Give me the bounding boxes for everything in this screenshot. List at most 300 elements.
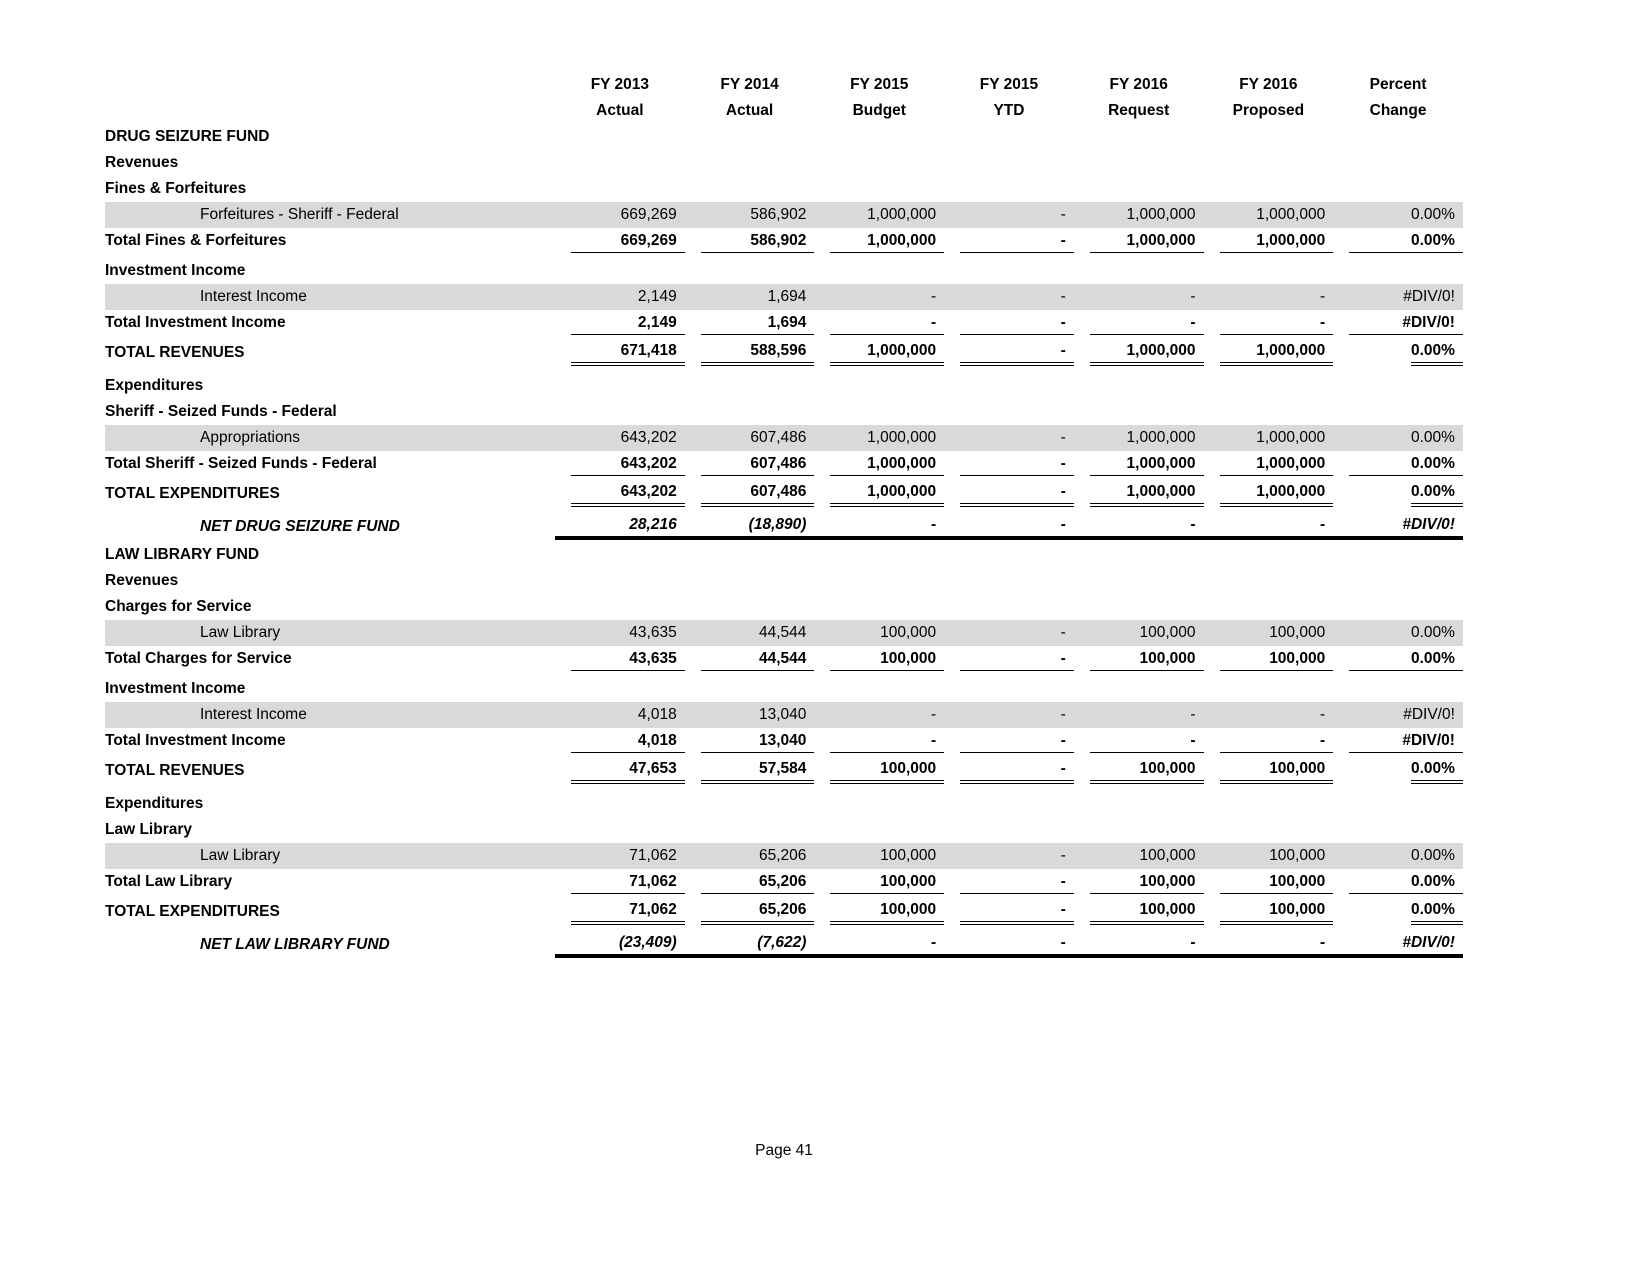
cell-value: 0.00% (1410, 206, 1455, 223)
cell-value: - (960, 730, 1074, 753)
row-label: TOTAL EXPENDITURES (105, 903, 280, 920)
table-row (105, 568, 1463, 594)
table-cell (685, 702, 815, 728)
row-label: Revenues (105, 572, 179, 589)
table-cell (814, 702, 944, 728)
table-cell (1333, 899, 1463, 925)
cell-value: 0.00% (1349, 230, 1463, 253)
table-cell (685, 594, 815, 620)
table-row (105, 817, 1463, 843)
cell-value: 100,000 (1090, 899, 1204, 925)
table-cell (1333, 728, 1463, 754)
cell-value: 0.00% (1349, 453, 1463, 476)
cell-value: 1,000,000 (1220, 340, 1334, 366)
table-cell (555, 310, 685, 336)
table-cell (814, 869, 944, 895)
cell-value: 1,000,000 (1220, 453, 1334, 476)
table-cell (1204, 843, 1334, 869)
cell-value: 2,149 (571, 312, 685, 335)
table-cell (1333, 932, 1463, 958)
table-cell (1333, 373, 1463, 399)
cell-value: - (960, 648, 1074, 671)
cell-value: 669,269 (571, 230, 685, 253)
table-cell (1074, 451, 1204, 477)
column-header-row-2 (105, 98, 1463, 124)
cell-value: 1,000,000 (830, 481, 944, 507)
table-cell (944, 373, 1074, 399)
row-label: Expenditures (105, 377, 204, 394)
table-cell (1204, 791, 1334, 817)
table-cell (555, 481, 685, 507)
cell-value: 100,000 (1220, 758, 1334, 784)
table-cell (1074, 843, 1204, 869)
table-cell (1333, 150, 1463, 176)
table-cell (1204, 758, 1334, 784)
table-row (105, 425, 1463, 451)
table-cell (1204, 646, 1334, 672)
table-cell (1204, 481, 1334, 507)
cell-value: 44,544 (701, 648, 815, 671)
table-cell (555, 514, 685, 540)
row-label: TOTAL REVENUES (105, 762, 245, 779)
cell-value: 1,694 (767, 288, 807, 305)
table-cell (1074, 150, 1204, 176)
row-label: Revenues (105, 154, 179, 171)
table-cell (1333, 542, 1463, 568)
table-cell (555, 425, 685, 451)
cell-value: 0.00% (1410, 624, 1455, 641)
cell-value: #DIV/0! (1403, 706, 1455, 723)
table-cell (1333, 843, 1463, 869)
table-cell (555, 202, 685, 228)
cell-value: 43,635 (571, 648, 685, 671)
table-cell (814, 150, 944, 176)
cell-value: 1,000,000 (830, 230, 944, 253)
cell-value: 100,000 (1220, 899, 1334, 925)
table-cell (685, 284, 815, 310)
cell-value: 643,202 (571, 453, 685, 476)
table-cell (1074, 758, 1204, 784)
cell-value: - (930, 934, 937, 951)
table-cell (685, 258, 815, 284)
table-cell (1333, 594, 1463, 620)
cell-value: 1,000,000 (1090, 340, 1204, 366)
cell-value: 1,000,000 (830, 453, 944, 476)
table-cell (1333, 514, 1463, 540)
table-cell (555, 228, 685, 254)
table-cell (685, 676, 815, 702)
table-cell (555, 676, 685, 702)
cell-value: - (1190, 516, 1196, 533)
cell-value: #DIV/0! (1402, 934, 1455, 951)
cell-value: - (1220, 312, 1334, 335)
table-cell (1333, 425, 1463, 451)
table-cell (1074, 568, 1204, 594)
table-cell (1074, 124, 1204, 150)
row-label: Fines & Forfeitures (105, 180, 247, 197)
cell-value: 0.00% (1411, 481, 1463, 507)
cell-value: 100,000 (830, 758, 944, 784)
table-row (105, 899, 1463, 925)
row-label: NET LAW LIBRARY FUND (200, 936, 390, 953)
cell-value: 1,000,000 (1090, 453, 1204, 476)
table-cell (814, 481, 944, 507)
cell-value: - (1060, 516, 1066, 533)
row-label: Total Charges for Service (105, 650, 292, 667)
cell-value: 0.00% (1349, 871, 1463, 894)
table-cell (1074, 594, 1204, 620)
cell-value: #DIV/0! (1349, 312, 1463, 335)
table-row (105, 481, 1463, 507)
table-cell (685, 310, 815, 336)
cell-value: 1,000,000 (1126, 429, 1196, 446)
table-cell (555, 702, 685, 728)
table-cell (814, 451, 944, 477)
cell-value: #DIV/0! (1403, 288, 1455, 305)
table-cell (555, 843, 685, 869)
table-cell (685, 228, 815, 254)
table-cell (944, 646, 1074, 672)
table-cell (1204, 817, 1334, 843)
table-cell (1074, 481, 1204, 507)
cell-value: - (1190, 934, 1196, 951)
table-cell (814, 899, 944, 925)
table-cell (1333, 702, 1463, 728)
table-cell (814, 514, 944, 540)
table-cell (1333, 676, 1463, 702)
table-row (105, 310, 1463, 336)
row-label: Law Library (200, 624, 281, 641)
table-cell (944, 284, 1074, 310)
table-cell (555, 150, 685, 176)
cell-value: 100,000 (1269, 847, 1326, 864)
table-cell (1074, 728, 1204, 754)
cell-value: 13,040 (758, 706, 807, 723)
cell-value: 1,694 (701, 312, 815, 335)
cell-value: - (960, 481, 1074, 507)
row-label: Total Investment Income (105, 314, 286, 331)
table-cell (1333, 399, 1463, 425)
cell-value: - (960, 312, 1074, 335)
table-row (105, 150, 1463, 176)
cell-value: 100,000 (1220, 648, 1334, 671)
cell-value: - (830, 730, 944, 753)
table-cell (944, 425, 1074, 451)
row-label: Forfeitures - Sheriff - Federal (200, 206, 399, 223)
cell-value: 671,418 (571, 340, 685, 366)
table-cell (814, 676, 944, 702)
cell-value: 1,000,000 (1090, 481, 1204, 507)
table-cell (685, 481, 815, 507)
cell-value: 4,018 (571, 730, 685, 753)
table-cell (1074, 228, 1204, 254)
table-row (105, 258, 1463, 284)
table-cell (1333, 176, 1463, 202)
table-cell (1204, 728, 1334, 754)
table-row (105, 869, 1463, 895)
table-cell (944, 228, 1074, 254)
table-cell (1333, 869, 1463, 895)
cell-value: 100,000 (1090, 758, 1204, 784)
cell-value: - (960, 453, 1074, 476)
table-cell (555, 817, 685, 843)
table-cell (814, 843, 944, 869)
table-cell (814, 620, 944, 646)
table-row (105, 728, 1463, 754)
table-cell (944, 620, 1074, 646)
table-cell (1074, 425, 1204, 451)
table-cell (1333, 258, 1463, 284)
cell-value: - (830, 312, 944, 335)
table-cell (1333, 340, 1463, 366)
table-cell (1074, 310, 1204, 336)
cell-value: (7,622) (757, 934, 807, 951)
column-header: YTD (993, 102, 1025, 119)
cell-value: 65,206 (701, 871, 815, 894)
table-cell (814, 340, 944, 366)
cell-value: - (1060, 934, 1066, 951)
table-cell (944, 932, 1074, 958)
table-cell (1333, 646, 1463, 672)
table-cell (944, 817, 1074, 843)
table-row (105, 843, 1463, 869)
table-row (105, 514, 1463, 540)
cell-value: 1,000,000 (867, 429, 937, 446)
column-header: FY 2016 (1239, 76, 1298, 93)
table-cell (1204, 284, 1334, 310)
cell-value: 71,062 (571, 871, 685, 894)
cell-value: - (1320, 288, 1326, 305)
cell-value: 1,000,000 (1126, 206, 1196, 223)
table-row (105, 646, 1463, 672)
table-cell (685, 514, 815, 540)
table-cell (1204, 124, 1334, 150)
table-cell (1204, 202, 1334, 228)
table-cell (685, 817, 815, 843)
table-cell (1074, 373, 1204, 399)
cell-value: - (1060, 847, 1066, 864)
table-cell (685, 791, 815, 817)
cell-value: 47,653 (571, 758, 685, 784)
table-cell (944, 899, 1074, 925)
table-cell (944, 399, 1074, 425)
table-cell (814, 176, 944, 202)
cell-value: - (1060, 624, 1066, 641)
table-cell (1333, 620, 1463, 646)
cell-value: 0.00% (1411, 758, 1463, 784)
table-cell (1204, 399, 1334, 425)
cell-value: 588,596 (701, 340, 815, 366)
table-cell (1333, 568, 1463, 594)
cell-value: 100,000 (880, 847, 937, 864)
table-cell (685, 899, 815, 925)
table-row (105, 228, 1463, 254)
column-header: FY 2015 (850, 76, 909, 93)
cell-value: 0.00% (1349, 648, 1463, 671)
table-cell (685, 758, 815, 784)
table-cell (685, 425, 815, 451)
cell-value: 28,216 (629, 516, 677, 533)
header-spacer (105, 98, 555, 124)
table-cell (814, 258, 944, 284)
cell-value: 44,544 (758, 624, 807, 641)
table-cell (685, 340, 815, 366)
table-cell (944, 258, 1074, 284)
table-row (105, 340, 1463, 366)
cell-value: #DIV/0! (1349, 730, 1463, 753)
cell-value: 57,584 (701, 758, 815, 784)
column-header: Budget (852, 102, 906, 119)
cell-value: 643,202 (620, 429, 677, 446)
cell-value: 100,000 (830, 899, 944, 925)
cell-value: 100,000 (1139, 624, 1196, 641)
table-cell (1074, 340, 1204, 366)
row-label: TOTAL EXPENDITURES (105, 485, 280, 502)
table-cell (1333, 228, 1463, 254)
table-cell (1204, 568, 1334, 594)
table-cell (1204, 176, 1334, 202)
table-row (105, 451, 1463, 477)
row-label: Charges for Service (105, 598, 252, 615)
cell-value: 100,000 (1269, 624, 1326, 641)
table-cell (814, 284, 944, 310)
cell-value: - (930, 288, 937, 305)
table-row (105, 124, 1463, 150)
table-cell (555, 176, 685, 202)
row-label: Interest Income (200, 288, 307, 305)
cell-value: - (960, 758, 1074, 784)
column-header: Actual (596, 102, 644, 119)
row-label: NET DRUG SEIZURE FUND (200, 518, 400, 535)
table-cell (944, 176, 1074, 202)
table-cell (685, 542, 815, 568)
table-cell (555, 284, 685, 310)
cell-value: 1,000,000 (1256, 429, 1326, 446)
table-cell (685, 451, 815, 477)
table-cell (1333, 758, 1463, 784)
table-cell (1074, 646, 1204, 672)
table-cell (814, 728, 944, 754)
table-cell (555, 728, 685, 754)
table-cell (1074, 284, 1204, 310)
table-cell (685, 932, 815, 958)
cell-value: - (1090, 312, 1204, 335)
cell-value: 1,000,000 (1220, 481, 1334, 507)
table-cell (685, 869, 815, 895)
cell-value: 607,486 (701, 453, 815, 476)
column-header: FY 2013 (590, 76, 650, 93)
table-cell (555, 340, 685, 366)
cell-value: 13,040 (701, 730, 815, 753)
table-cell (555, 124, 685, 150)
table-cell (1333, 451, 1463, 477)
table-cell (1204, 310, 1334, 336)
table-cell (1333, 481, 1463, 507)
table-cell (1204, 514, 1334, 540)
table-body (105, 124, 1463, 958)
table-cell (1204, 451, 1334, 477)
row-label: Total Investment Income (105, 732, 286, 749)
budget-table (105, 72, 1463, 960)
table-cell (685, 373, 815, 399)
column-header-row-1 (105, 72, 1463, 98)
page-number: Page 41 (755, 1142, 813, 1159)
header-spacer (105, 72, 555, 98)
table-cell (944, 758, 1074, 784)
table-cell (1204, 373, 1334, 399)
table-cell (1204, 542, 1334, 568)
table-cell (814, 932, 944, 958)
cell-value: - (1060, 288, 1066, 305)
table-row (105, 176, 1463, 202)
table-cell (1074, 932, 1204, 958)
cell-value: 0.00% (1411, 340, 1463, 366)
cell-value: - (930, 706, 937, 723)
row-label: Total Sheriff - Seized Funds - Federal (105, 455, 377, 472)
column-header: Change (1369, 102, 1427, 119)
table-cell (1074, 702, 1204, 728)
cell-value: - (1190, 288, 1196, 305)
table-cell (1204, 676, 1334, 702)
table-cell (814, 817, 944, 843)
cell-value: 71,062 (571, 899, 685, 925)
table-cell (944, 124, 1074, 150)
table-cell (1074, 202, 1204, 228)
table-cell (814, 568, 944, 594)
cell-value: 100,000 (1139, 847, 1196, 864)
row-label: TOTAL REVENUES (105, 344, 245, 361)
table-cell (555, 594, 685, 620)
cell-value: 643,202 (571, 481, 685, 507)
table-cell (944, 594, 1074, 620)
table-cell (944, 728, 1074, 754)
cell-value: - (1090, 730, 1204, 753)
cell-value: 100,000 (1090, 648, 1204, 671)
table-cell (1204, 932, 1334, 958)
table-cell (685, 728, 815, 754)
table-cell (555, 451, 685, 477)
table-cell (944, 542, 1074, 568)
column-header: Proposed (1232, 102, 1305, 119)
table-row (105, 702, 1463, 728)
row-label: Total Law Library (105, 873, 233, 890)
table-row (105, 758, 1463, 784)
table-cell (944, 481, 1074, 507)
cell-value: 1,000,000 (867, 206, 937, 223)
table-cell (685, 620, 815, 646)
table-cell (814, 594, 944, 620)
table-cell (685, 843, 815, 869)
cell-value: 1,000,000 (1090, 230, 1204, 253)
cell-value: - (960, 340, 1074, 366)
cell-value: - (1220, 730, 1334, 753)
table-cell (944, 340, 1074, 366)
table-cell (814, 373, 944, 399)
cell-value: - (1060, 429, 1066, 446)
column-header: FY 2014 (720, 76, 779, 93)
table-cell (685, 124, 815, 150)
table-cell (555, 646, 685, 672)
table-cell (685, 150, 815, 176)
table-row (105, 594, 1463, 620)
table-cell (1333, 124, 1463, 150)
column-header: Actual (725, 102, 774, 119)
table-cell (1074, 817, 1204, 843)
table-cell (1074, 542, 1204, 568)
cell-value: 0.00% (1411, 899, 1463, 925)
cell-value: 586,902 (750, 206, 807, 223)
table-cell (685, 176, 815, 202)
